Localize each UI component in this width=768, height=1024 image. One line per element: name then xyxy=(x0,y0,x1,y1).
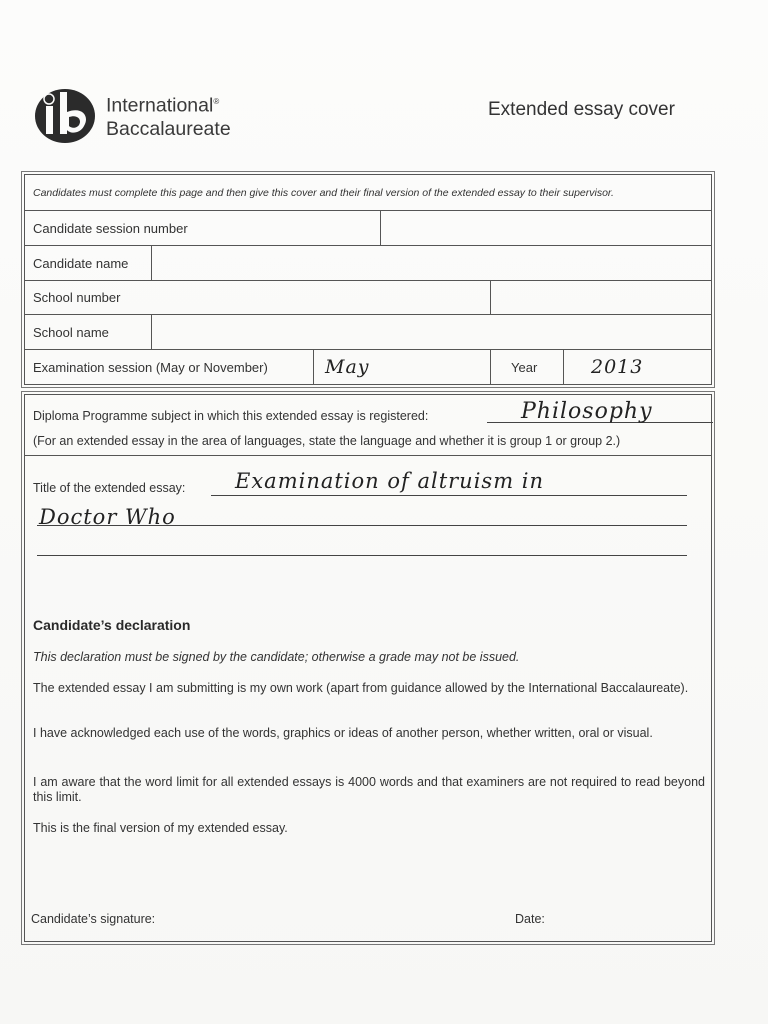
document-title: Extended essay cover xyxy=(488,99,675,120)
candidate-details-table xyxy=(24,174,712,385)
declaration-note: This declaration must be signed by the candidate; otherwise a grade may not be issued. xyxy=(33,650,520,664)
session-number-label: Candidate session number xyxy=(33,220,188,236)
school-name-label: School name xyxy=(33,324,109,340)
language-note: (For an extended essay in the area of languages, state the language and whether it is group 1 or group 2.) xyxy=(33,434,621,448)
year-field[interactable]: 2013 xyxy=(591,356,644,378)
school-number-label: School number xyxy=(33,290,121,305)
signature-label: Candidate’s signature: xyxy=(31,912,156,926)
candidate-name-label: Candidate name xyxy=(33,255,129,271)
session-number-field[interactable] xyxy=(381,211,711,245)
essay-declaration-table xyxy=(24,394,712,942)
subject-label: Diploma Programme subject in which this extended essay is registered: xyxy=(33,409,429,423)
school-number-field[interactable] xyxy=(491,281,711,314)
session-number-row xyxy=(25,211,711,246)
title-underline-3 xyxy=(37,555,687,556)
date-label: Date: xyxy=(515,912,545,926)
instruction-row xyxy=(25,175,711,211)
registered-mark: ® xyxy=(213,97,220,106)
candidate-name-field[interactable] xyxy=(152,246,711,280)
title-field-line1[interactable]: Examination of altruism in xyxy=(235,469,545,493)
org-name-line1: International xyxy=(106,94,214,117)
exam-session-label: Examination session (May or November) xyxy=(33,359,268,375)
declaration-para-acknowledged: I have acknowledged each use of the words, graphics or ideas of another person, whether written, oral or visual. xyxy=(33,726,653,740)
school-number-row xyxy=(25,281,711,315)
year-label: Year xyxy=(511,359,538,375)
title-underline-1 xyxy=(211,495,687,496)
exam-session-row xyxy=(25,350,711,384)
exam-session-field[interactable]: May xyxy=(325,356,370,378)
title-label: Title of the extended essay: xyxy=(33,481,186,495)
org-name xyxy=(106,90,231,141)
declaration-para-final-version: This is the final version of my extended essay. xyxy=(33,821,288,835)
declaration-para-own-work: The extended essay I am submitting is my own work (apart from guidance allowed by the International Baccalaureate). xyxy=(33,681,689,695)
declaration-heading: Candidate’s declaration xyxy=(33,617,191,633)
school-name-row xyxy=(25,315,711,350)
title-field-line2[interactable]: Doctor Who xyxy=(39,505,176,529)
org-name-line2: Baccalaureate xyxy=(106,117,231,140)
instruction-text: Candidates must complete this page and then give this cover and their final version of the extended essay to their supervisor. xyxy=(33,186,614,199)
section-divider xyxy=(25,455,711,456)
declaration-para-word-limit: I am aware that the word limit for all extended essays is 4000 words and that examiners are not required to read beyond this limit. xyxy=(33,775,705,804)
candidate-name-row xyxy=(25,246,711,281)
ib-logo-icon xyxy=(34,86,96,144)
school-name-field[interactable] xyxy=(152,315,711,349)
subject-field[interactable]: Philosophy xyxy=(521,399,653,424)
